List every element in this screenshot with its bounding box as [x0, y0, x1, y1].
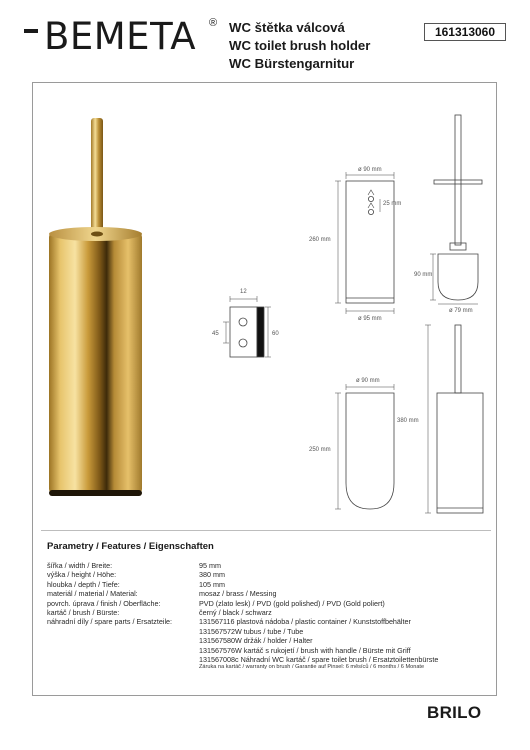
- mount-hole-top: [368, 196, 373, 201]
- param-row: [47, 580, 438, 589]
- bracket-hole-top: [239, 318, 247, 326]
- title-cz: WC štětka válcová: [229, 20, 345, 35]
- dim-total-height: 380 mm: [397, 418, 419, 424]
- param-row: [47, 617, 438, 626]
- param-value: 131567008c Náhradní WC kartáč / spare toilet brush / Ersatztoilettenbürste: [199, 655, 439, 665]
- handle-opening: [91, 232, 103, 237]
- keyhole-bottom-icon: [368, 203, 374, 208]
- param-label: [47, 636, 199, 645]
- keyhole-top-icon: [368, 190, 374, 195]
- param-label: šířka / width / Breite:: [47, 561, 113, 570]
- param-value: 131567116 plastová nádoba / plastic container / Kunststoffbehälter: [199, 617, 411, 627]
- brush-lid-outline: [434, 180, 482, 184]
- param-value: 131567572W tubus / tube / Tube: [199, 626, 304, 636]
- param-label: [47, 627, 199, 636]
- brush-head-outline: [438, 254, 478, 300]
- product-code: 161313060: [424, 23, 506, 41]
- assembly-handle-outline: [455, 325, 461, 393]
- param-label: [47, 646, 199, 655]
- warranty-note: Záruka na kartáč / warranty on brush / Garantie auf Pinsel: 6 měsíců / 6 months / 6 Monate: [199, 664, 425, 671]
- assembly-drawing: [425, 325, 483, 513]
- dim-bracket-hole-spacing: 45: [212, 331, 219, 337]
- bracket-hole-bottom: [239, 339, 247, 347]
- brand-name: BEMETA: [44, 15, 197, 58]
- insert-outline: [346, 393, 394, 509]
- params-table: [47, 561, 438, 671]
- param-row: [47, 608, 438, 617]
- title-de: WC Bürstengarnitur: [229, 56, 355, 71]
- param-value: 131567576W kartáč s rukojetí / brush with handle / Bürste mit Griff: [199, 645, 411, 655]
- section-divider: [41, 530, 491, 531]
- param-label: hloubka / depth / Tiefe:: [47, 579, 120, 589]
- dim-hole-offset: 25 mm: [383, 201, 402, 207]
- param-row: [47, 570, 438, 579]
- holder-outline: [346, 181, 394, 303]
- param-label: náhradní díly / spare parts / Ersatzteile:: [47, 617, 173, 627]
- param-value: 95 mm: [199, 561, 221, 570]
- brush-drawing: [430, 115, 482, 304]
- product-photo: [49, 118, 142, 496]
- dim-top-diameter: ø 90 mm: [358, 167, 382, 173]
- param-value: 105 mm: [199, 579, 225, 589]
- param-row: [47, 636, 438, 645]
- mount-hole-bottom: [368, 209, 373, 214]
- dim-brush-head-height: 90 mm: [414, 272, 433, 278]
- param-label: výška / height / Höhe:: [47, 570, 117, 580]
- params-heading: Parametry / Features / Eigenschaften: [47, 541, 214, 552]
- param-row: [47, 561, 438, 570]
- insert-drawing: [335, 384, 394, 509]
- dim-brush-head-diameter: ø 79 mm: [449, 308, 473, 314]
- param-value: PVD (zlato lesk) / PVD (gold polished) / PVD (Gold poliert): [199, 598, 385, 608]
- dim-bottom-diameter: ø 95 mm: [358, 316, 382, 322]
- param-value: černý / black / schwarz: [199, 608, 272, 618]
- dim-insert-diameter: ø 90 mm: [356, 378, 380, 384]
- assembly-cylinder-outline: [437, 393, 483, 513]
- param-label: materiál / material / Material:: [47, 589, 138, 599]
- brush-neck-outline: [450, 243, 466, 250]
- param-row: [47, 627, 438, 636]
- param-value: 131567580W držák / holder / Halter: [199, 636, 313, 646]
- param-value: mosaz / brass / Messing: [199, 589, 277, 599]
- holder-drawing: [335, 172, 394, 314]
- gold-cylinder: [49, 232, 142, 494]
- param-row: [47, 646, 438, 655]
- param-row: [47, 589, 438, 598]
- dim-bracket-width: 12: [240, 289, 247, 295]
- dim-insert-height: 250 mm: [309, 447, 331, 453]
- dim-holder-height: 260 mm: [309, 237, 331, 243]
- param-label: kartáč / brush / Bürste:: [47, 608, 120, 618]
- param-label: povrch. úprava / finish / Oberfläche:: [47, 598, 161, 608]
- param-value: 380 mm: [199, 570, 225, 580]
- dim-bracket-height: 60: [272, 331, 279, 337]
- registered-mark: ®: [209, 17, 218, 29]
- param-label: [47, 655, 199, 664]
- bracket-outline: [230, 307, 257, 357]
- param-row: [47, 599, 438, 608]
- bracket-drawing: [223, 296, 271, 357]
- series-name: BRILO: [427, 703, 482, 722]
- bracket-side-profile: [257, 307, 264, 357]
- cylinder-base: [49, 490, 142, 496]
- title-en: WC toilet brush holder: [229, 38, 371, 53]
